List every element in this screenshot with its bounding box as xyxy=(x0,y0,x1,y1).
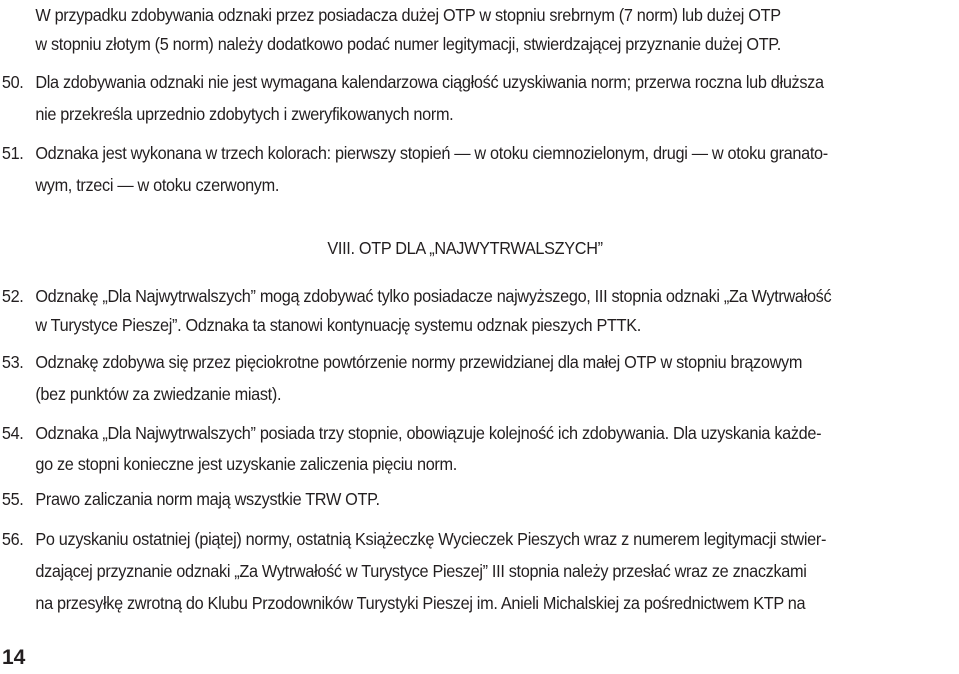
paragraph-line: dzającej przyznanie odznaki „Za Wytrwałość w Turystyce Pieszej” III stopnia należy przesłać wraz ze znaczkami xyxy=(35,561,807,581)
paragraph-line: Odznaka jest wykonana w trzech kolorach: pierwszy stopień — w otoku ciemnozielonym, drugi — w otoku granato- xyxy=(35,143,828,163)
paragraph-line: Odznaka „Dla Najwytrwalszych” posiada trzy stopnie, obowiązuje kolejność ich zdobywania. Dla uzyskania każde- xyxy=(35,423,822,443)
paragraph-number: 51. xyxy=(1,143,24,163)
paragraph-line: Odznakę zdobywa się przez pięciokrotne powtórzenie normy przewidzianej dla małej OTP w stopniu brązowym xyxy=(35,352,803,372)
paragraph-line: go ze stopni konieczne jest uzyskanie zaliczenia pięciu norm. xyxy=(35,454,457,474)
paragraph-line: W przypadku zdobywania odznaki przez posiadacza dużej OTP w stopniu srebrnym (7 norm) lub dużej OTP xyxy=(35,5,781,25)
paragraph-number: 54. xyxy=(1,423,24,443)
paragraph-line: w stopniu złotym (5 norm) należy dodatkowo podać numer legitymacji, stwierdzającej przyznanie dużej OTP. xyxy=(35,34,781,54)
section-heading-text: VIII. OTP DLA „NAJWYTRWALSZYCH” xyxy=(327,238,604,258)
page-number: 14 xyxy=(2,646,26,669)
paragraph-number: 53. xyxy=(1,352,24,372)
paragraph-line: Prawo zaliczania norm mają wszystkie TRW OTP. xyxy=(35,489,380,509)
paragraph-line: Po uzyskaniu ostatniej (piątej) normy, ostatnią Książeczkę Wycieczek Pieszych wraz z numerem legitymacji stwier- xyxy=(35,529,827,549)
section-heading xyxy=(0,234,959,262)
paragraph-number: 52. xyxy=(1,286,24,306)
paragraph-line: Dla zdobywania odznaki nie jest wymagana kalendarzowa ciągłość uzyskiwania norm; przerwa roczna lub dłuższa xyxy=(35,72,824,92)
paragraph-line: na przesyłkę zwrotną do Klubu Przodowników Turystyki Pieszej im. Anieli Michalskiej za pośrednictwem KTP na xyxy=(35,593,806,613)
paragraph-number: 55. xyxy=(1,489,24,509)
paragraph-number: 50. xyxy=(1,72,24,92)
paragraph-line: w Turystyce Pieszej”. Odznaka ta stanowi kontynuację systemu odznak pieszych PTTK. xyxy=(35,315,641,335)
paragraph-line: Odznakę „Dla Najwytrwalszych” mogą zdobywać tylko posiadacze najwyższego, III stopnia odznaki „Za Wytrwałość xyxy=(35,286,832,306)
paragraph-line: nie przekreśla uprzednio zdobytych i zweryfikowanych norm. xyxy=(35,104,454,124)
paragraph-line: wym, trzeci — w otoku czerwonym. xyxy=(35,175,280,195)
paragraph-number: 56. xyxy=(1,529,24,549)
paragraph-line: (bez punktów za zwiedzanie miast). xyxy=(35,384,282,404)
